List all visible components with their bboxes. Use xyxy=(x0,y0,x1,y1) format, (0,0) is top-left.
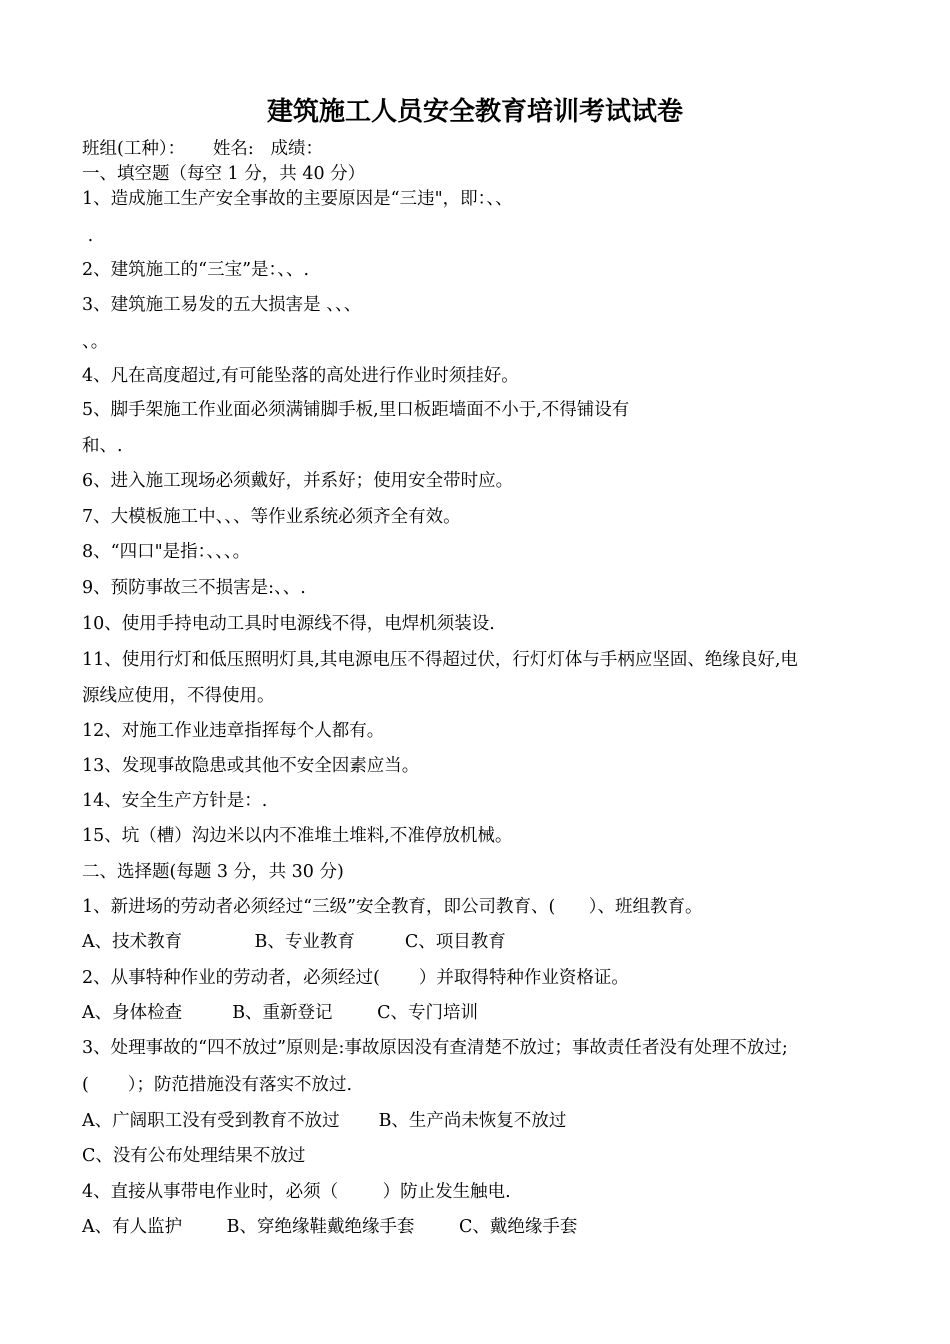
question-line: 9、预防事故三不损害是:、、. xyxy=(82,578,306,598)
question-line: 3、处理事故的“四不放过”原则是:事故原因没有查清楚不放过；事故责任者没有处理不放过; xyxy=(82,1038,788,1058)
question-line: 1、造成施工生产安全事故的主要原因是“三违"，即：、、 xyxy=(82,189,513,209)
question-line: 源线应使用，不得使用。 xyxy=(82,686,275,706)
page-title: 建筑施工人员安全教育培训考试试卷 xyxy=(266,97,683,127)
header-fields: 班组(工种）： 姓名: 成绩： xyxy=(82,139,323,159)
option-line: A、身体检查 B、重新登记 C、专门培训 xyxy=(82,1003,478,1023)
question-line: 4、凡在高度超过,有可能坠落的高处进行作业时须挂好。 xyxy=(82,366,519,386)
option-line: A、有人监护 B、穿绝缘鞋戴绝缘手套 C、戴绝缘手套 xyxy=(82,1217,578,1237)
question-line: ( ）；防范措施没有落实不放过. xyxy=(82,1075,353,1095)
question-line: 6、进入施工现场必须戴好，并系好；使用安全带时应。 xyxy=(82,471,514,491)
option-line: C、没有公布处理结果不放过 xyxy=(82,1146,306,1166)
question-line: 14、安全生产方针是：. xyxy=(82,791,268,811)
question-line: 12、对施工作业违章指挥每个人都有。 xyxy=(82,721,385,741)
question-line: 15、坑（槽）沟边米以内不准堆土堆料,不准停放机械。 xyxy=(82,826,513,846)
question-line: 2、从事特种作业的劳动者，必须经过( ）并取得特种作业资格证。 xyxy=(82,968,629,988)
question-line: . xyxy=(82,226,94,246)
section-heading-fill-in: 一、填空题（每空 1 分，共 40 分） xyxy=(82,164,366,184)
question-line: 、。 xyxy=(82,332,109,352)
question-line: 11、使用行灯和低压照明灯具,其电源电压不得超过伏，行灯灯体与手柄应坚固、绝缘良好,电 xyxy=(82,650,798,670)
question-line: 和、. xyxy=(82,436,123,456)
question-line: 5、脚手架施工作业面必须满铺脚手板,里口板距墙面不小于,不得铺设有 xyxy=(82,400,630,420)
option-line: A、广阔职工没有受到教育不放过 B、生产尚未恢复不放过 xyxy=(82,1111,567,1131)
question-line: 10、使用手持电动工具时电源线不得，电焊机须装设. xyxy=(82,614,495,634)
question-line: 2、建筑施工的“三宝”是：、、. xyxy=(82,260,310,280)
question-line: 7、大模板施工中、、、等作业系统必须齐全有效。 xyxy=(82,507,461,527)
question-line: 8、“四口"是指：、、、。 xyxy=(82,542,251,562)
question-line: 3、建筑施工易发的五大损害是 、、、 xyxy=(82,295,362,315)
option-line: A、技术教育 B、专业教育 C、项目教育 xyxy=(82,932,506,952)
question-line: 1、新进场的劳动者必须经过“三级”安全教育，即公司教育、( ）、班组教育。 xyxy=(82,897,703,917)
question-line: 4、直接从事带电作业时，必须（ ）防止发生触电. xyxy=(82,1182,511,1202)
question-line: 13、发现事故隐患或其他不安全因素应当。 xyxy=(82,756,420,776)
section-heading-multiple-choice: 二、选择题(每题 3 分，共 30 分) xyxy=(82,862,344,882)
